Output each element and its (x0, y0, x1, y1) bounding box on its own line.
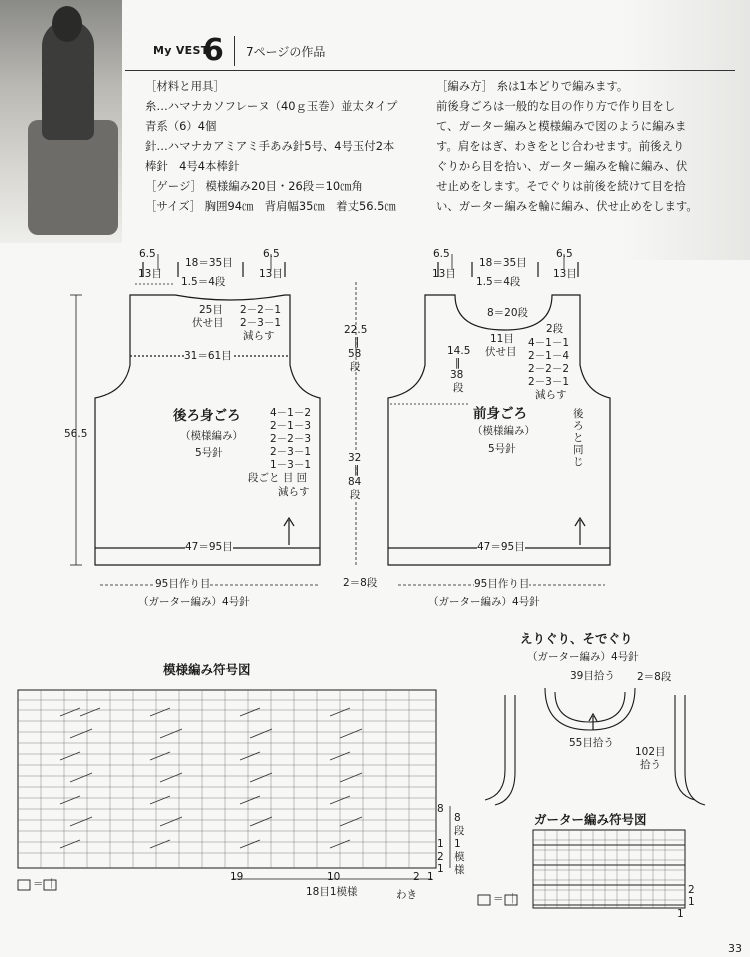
back-pattern: （模様編み） (180, 430, 243, 442)
back-neck-dec-3: 減らす (243, 330, 275, 342)
back-arm-dec-1: 4－1－2 (270, 407, 312, 419)
edging-rows: 2＝8段 (637, 671, 672, 683)
front-side-height: 14.5 (447, 345, 471, 357)
pattern-row-1: 1 (437, 838, 444, 850)
pattern-row-8: 8 (437, 803, 444, 815)
mid-height-2-unit: 段 (350, 489, 361, 501)
mid-height-1: 22.5 (344, 324, 368, 336)
method-line-1: 前後身ごろは一般的な目の作り方で作り目をし (436, 99, 676, 113)
pattern-number: 6 (203, 33, 224, 68)
garter-legend-symbol: ｜ (507, 893, 518, 905)
front-neck-depth-2: 8＝20段 (487, 307, 529, 319)
mid-rib-rows: 2＝8段 (343, 577, 378, 589)
front-neck-dec-1: 4－1－1 (528, 337, 570, 349)
front-neck-width: 18＝35目 (479, 257, 527, 269)
back-cast-on: 95目作り目 (155, 578, 211, 590)
size-line: ［サイズ］ 胸囲94㎝ 背肩幅35㎝ 着丈56.5㎝ (145, 199, 396, 213)
front-side-unit: 段 (453, 382, 464, 394)
pattern-col-2: 2 (413, 871, 420, 883)
mid-height-1-unit: 段 (350, 361, 361, 373)
materials-line-1: 糸…ハマナカソフレーヌ（40ｇ玉巻）並太タイプ (145, 99, 398, 113)
back-bind-label: 伏せ目 (192, 317, 224, 329)
back-bind-count: 25目 (199, 304, 223, 316)
pattern-legend-eq: ＝ (33, 878, 44, 890)
front-rib: （ガーター編み）4号針 (428, 596, 540, 608)
front-needle: 5号針 (488, 443, 516, 455)
back-neck-dec-2: 2－3－1 (240, 317, 282, 329)
garter-row-2: 2 (688, 884, 695, 896)
front-same-as-back: 後ろと同じ (573, 408, 584, 468)
back-total-height: 56.5 (64, 428, 88, 440)
front-top-right-width: 6.5 (556, 248, 573, 260)
back-neck-width: 18＝35目 (185, 257, 233, 269)
back-arm-dec-3: 2－2－3 (270, 433, 312, 445)
back-neck-dec-1: 2－2－1 (240, 304, 282, 316)
mid-height-2-sep: ‖ (354, 464, 360, 476)
front-top-left-stitches: 13目 (432, 268, 456, 280)
edging-pick-bottom: 55目拾う (569, 737, 614, 749)
mid-height-2: 32 (348, 452, 362, 464)
page-number: 33 (728, 942, 742, 955)
front-bind-label: 伏せ目 (485, 346, 517, 358)
edging-armhole-left (485, 695, 505, 800)
method-line-5: せ止めをします。そでぐりは前後を続けて目を拾 (436, 179, 686, 193)
front-title: 前身ごろ (473, 406, 527, 422)
mid-height-1-sep: ‖ (354, 336, 360, 348)
materials-line-4: 棒針 4号4本棒針 (145, 159, 240, 173)
mid-height-1-rows: 58 (348, 348, 362, 360)
back-top-right-stitches: 13目 (259, 268, 283, 280)
edging-arm-label: 拾う (640, 759, 661, 771)
back-arm-dec-5: 1－3－1 (270, 459, 312, 471)
front-cast-on: 95目作り目 (474, 578, 530, 590)
pattern-legend-symbol: ｜ (46, 878, 57, 890)
garter-legend-eq: ＝ (493, 893, 504, 905)
front-neck-dec-4: 2－3－1 (528, 376, 570, 388)
front-neck-dec-3: 2－2－2 (528, 363, 570, 375)
materials-heading: ［材料と用具］ (145, 79, 225, 93)
front-neck-depth: 1.5＝4段 (476, 276, 521, 288)
mid-height-2-rows: 84 (348, 476, 362, 488)
pattern-col-19: 19 (230, 871, 244, 883)
edging-title: えりぐり、そでぐり (520, 631, 633, 646)
pattern-chart-grid (18, 690, 436, 868)
front-side-sep: ‖ (455, 357, 461, 369)
edging-subtitle: （ガーター編み）4号針 (527, 651, 639, 663)
back-needle: 5号針 (195, 447, 223, 459)
back-top-right-width: 6.5 (263, 248, 280, 260)
garter-chart-title: ガーター編み符号図 (534, 812, 647, 827)
garter-chart-grid (533, 830, 685, 908)
front-neck-dec-0: 2段 (546, 323, 564, 335)
garter-row-1: 1 (688, 896, 695, 908)
back-rib: （ガーター編み）4号針 (138, 596, 250, 608)
back-arm-note: 段ごと 目 回 (248, 472, 308, 484)
pattern-side-marker: わき (396, 889, 417, 901)
back-top-left-width: 6.5 (139, 248, 156, 260)
pattern-row-2: 2 (437, 851, 444, 863)
edging-arm-count: 102目 (635, 746, 666, 758)
pattern-col-10: 10 (327, 871, 341, 883)
back-neck-depth: 1.5＝4段 (181, 276, 226, 288)
back-arm-dec-4: 2－3－1 (270, 446, 312, 458)
front-neck-note: 減らす (535, 389, 567, 401)
method-line-2: て、ガーター編みと模様編みで図のように編みま (436, 119, 687, 133)
back-bottom-width: 47＝95目 (185, 541, 233, 553)
pattern-side-label: 8 段 1 模 様 (454, 812, 465, 876)
pattern-col-1: 1 (427, 871, 434, 883)
page-reference: 7ページの作品 (246, 45, 326, 59)
method-line-3: す。肩をはぎ、わきをとじ合わせます。前後えり (436, 139, 685, 153)
series-label: My VEST (153, 44, 209, 57)
method-line-4: ぐりから目を拾い、ガーター編みを輪に編み、伏 (436, 159, 688, 173)
gauge-line: ［ゲージ］ 模様編み20目・26段＝10㎝角 (145, 179, 363, 193)
front-top-right-stitches: 13目 (553, 268, 577, 280)
back-chest-width: 31＝61目 (184, 350, 232, 362)
front-pattern: （模様編み） (472, 425, 535, 437)
back-arm-dec-2: 2－1－3 (270, 420, 312, 432)
pattern-chart-title: 模様編み符号図 (163, 662, 251, 677)
front-side-rows: 38 (450, 369, 464, 381)
pattern-row-1b: 1 (437, 863, 444, 875)
back-arm-note-2: 減らす (278, 486, 310, 498)
garter-col-1: 1 (677, 908, 684, 920)
front-neck-dec-2: 2－1－4 (528, 350, 570, 362)
method-line-6: い、ガーター編みを輪に編み、伏せ止めをします。 (436, 199, 698, 213)
back-title: 後ろ身ごろ (173, 408, 241, 424)
front-top-left-width: 6.5 (433, 248, 450, 260)
edging-pick-top: 39目拾う (570, 670, 615, 682)
materials-line-2: 青系（6）4個 (145, 119, 217, 133)
front-bind-count: 11目 (490, 333, 514, 345)
pattern-repeat-label: 18目1模様 (306, 886, 358, 898)
front-bottom-width: 47＝95目 (477, 541, 525, 553)
method-heading: ［編み方］ 糸は1本どりで編みます。 (436, 79, 629, 93)
back-top-left-stitches: 13目 (138, 268, 162, 280)
materials-line-3: 針…ハマナカアミアミ手あみ針5号、4号玉付2本 (145, 139, 395, 153)
